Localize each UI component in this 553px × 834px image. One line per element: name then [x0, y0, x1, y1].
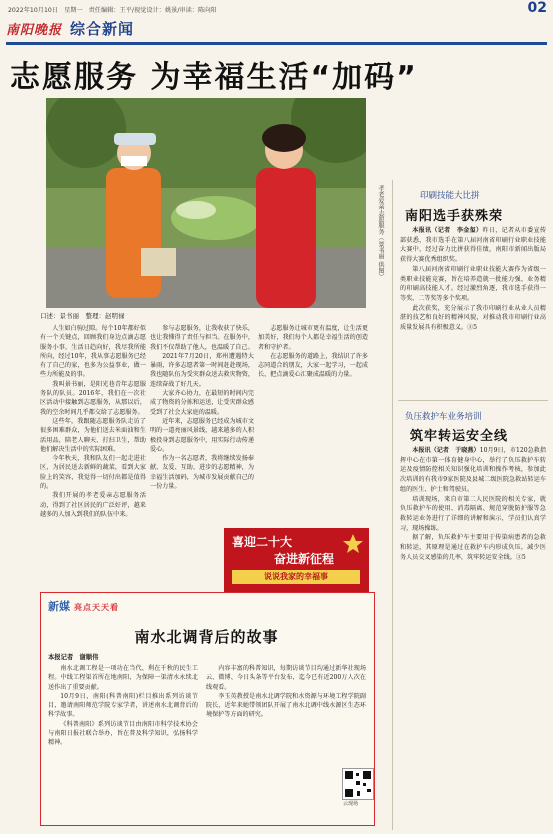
article-paragraph: 人生如白驹过隙。每个10年都好似有一个关键点，回顾我们身边点滴志愿服务小事，生活日趋向好，我尽我所能所向，经过10年，我从事志愿服务已经有了自己的家，也多为公益事业，做一些力所能及的事。	[40, 325, 146, 379]
article-paragraph: 在志愿服务的道路上，我结识了许多志同道合的朋友，大家一起学习，一起成长，把点滴爱心汇聚成温暖的力量。	[258, 352, 368, 379]
news-photo	[46, 98, 366, 308]
article-column-2	[150, 324, 254, 520]
article-paragraph: 参与志愿服务，让我收获了快乐，也让我懂得了责任与担当。在服务中，我们不仅帮助了他人，也温暖了自己。	[150, 325, 254, 351]
right1-title: 南阳选手获殊荣	[405, 209, 504, 224]
article-paragraph: 2021年7月20日，郑州遭遇特大暴雨，许多志愿者第一时间赶赴现场，我也随队伍为受灾群众送去救灾物资，连续奋战了好几天。	[150, 352, 254, 388]
article-column-1	[40, 324, 146, 586]
right-section-divider	[398, 400, 548, 401]
right2-paragraph: 据了解，负压救护车主要用于传染病患者的急救和转运，其原理是通过在救护车内形成负压，减少医务人员交叉感染的几率，筑牢转运安全线。③5	[400, 534, 546, 561]
article-paragraph: 作为一名志愿者，我将继续发扬奉献、友爱、互助、进步的志愿精神，为幸福生活加码，为城市发展贡献自己的一份力量。	[150, 455, 254, 491]
paper-logo: 南阳晚报	[6, 22, 63, 38]
article-paragraph: 志愿服务让城市更有温度，让生活更加美好，我们每个人都是幸福生活的创造者和守护者。	[258, 325, 368, 351]
right1-paragraph: 第八届河南省印刷行业职业技能大赛作为省级一类职业技能竞赛，旨在培养造就一批能力强、业务精的印刷高技能人才。经过激烈角逐，我市选手获得一等奖、二等奖等多个奖项。	[400, 265, 546, 302]
banner-line-2: 奋进新征程	[274, 552, 335, 566]
page-number: 02	[527, 0, 547, 16]
feature-paragraph: 《科普南阳》系列访谈节目由南阳市科学技术协会与南阳日报社联合举办，旨在普及科学知识，弘扬科学精神。	[48, 720, 198, 747]
article-paragraph: 这些年，我跟随志愿服务队走访了很多困难群众，为他们送去米面油和生活用品，陪老人聊天、打扫卫生，帮助他们解决生活中的实际困难。	[40, 417, 146, 453]
right1-paragraph: 此次获奖，充分展示了我市印刷行业从业人员精湛的技艺和良好的精神风貌，对推动我市印刷行业高质量发展具有积极意义。③5	[400, 304, 546, 332]
right2-body	[400, 446, 546, 830]
column-divider	[392, 180, 393, 830]
feature-tag	[48, 598, 119, 614]
right2-pretitle: 负压救护车业务培训	[405, 412, 482, 422]
banner-line-1: 喜迎二十大	[232, 535, 293, 549]
right2-title: 筑牢转运安全线	[410, 429, 509, 444]
right1-pretitle: 印刷技能大比拼	[420, 191, 480, 201]
article-paragraph: 近年来，志愿服务已经成为城市文明的一道亮丽风景线，越来越多的人积极投身到志愿服务中，用实际行动传递爱心。	[150, 417, 254, 453]
feature-paragraph: 10月9日，南阳(科普南阳)栏目推出系列访谈节目，邀请南阳师范学院专家学者，讲述南水北调背后的科学故事。	[48, 692, 198, 719]
right2-paragraph: 本报讯（记者 于晓燕）10月9日，市120急救指挥中心在市第一体育健身中心，举行了负压救护车转运及疫情防控相关知识强化培训和操作考核，参加此次培训的有我市9家医院及县城二级医院急救站转运车组的医生、护士和驾驶员。	[400, 447, 546, 493]
feature-paragraph: 李玉英教授是南水北调学院和水资源与环境工程学院副院长，近年来她带领团队开展了南水北调中线水源区生态环境保护等方面的研究。	[206, 692, 366, 719]
section-name: 综合新闻	[70, 19, 135, 38]
photo-vertical-caption: 孝老爱亲志愿服务（景书丽 供图）	[377, 185, 384, 280]
feature-column-2	[206, 664, 366, 764]
feature-paragraph: 内容丰富的科普知识，每期访谈节目均通过新华社现场云、微博、今日头条等平台发布，迄今已有近200万人次在线观看。	[206, 665, 366, 691]
issue-date: 2022年10月10日	[8, 6, 59, 14]
masthead	[6, 14, 547, 45]
feature-byline: 本报记者 谢顺伟	[48, 654, 99, 661]
celebration-banner	[224, 528, 369, 592]
article-paragraph: 我叫景书丽，是阳光巷青年志愿服务队的队员。2016年，我们在一次社区活动中接触到志愿服务，从那以后，我的空余时间几乎都交给了志愿服务。	[40, 380, 146, 416]
qr-label: 云现场	[343, 801, 359, 807]
feature-title: 南水北调背后的故事	[134, 628, 279, 646]
feature-tag-sub: 亮点天天看	[74, 603, 119, 612]
article-column-3	[258, 324, 368, 520]
feature-paragraph: 南水北调工程是一项功在当代、利在千秋的民生工程。中线工程渠首所在地南阳，为保障一渠清水永续北送作出了重要贡献。	[48, 665, 198, 691]
star-icon	[341, 532, 365, 556]
qr-code-icon	[343, 769, 373, 799]
right1-body	[400, 226, 546, 396]
main-headline: 志愿服务 为幸福生活“加码”	[10, 60, 418, 95]
editors-credit: 责任编辑：王平/视觉设计：姚景/审读：陈向阳	[88, 6, 217, 14]
article-paragraph: 大家齐心协力，在最短的时间内完成了物资的分拣和运送，让受灾群众感受到了社会大家庭的温暖。	[150, 390, 254, 416]
feature-column-1	[48, 664, 198, 818]
right1-paragraph: 本报讯（记者 李金玺）昨日，记者从市委宣传部获悉，我市选手在第八届河南省印刷行业职业技能大赛中，经过奋力比拼获得佳绩，南阳市新闻出版局获得大赛优秀组织奖。	[400, 227, 546, 264]
qr-code[interactable]	[342, 768, 374, 800]
issue-weekday: 星期一	[64, 6, 83, 14]
volunteer-photo-illustration	[46, 98, 366, 308]
right2-byline: 本报讯（记者 于晓燕）	[412, 447, 480, 454]
right1-byline: 本报讯（记者 李金玺）	[412, 227, 483, 234]
article-paragraph: 今年秋天，我和队友们一起走进社区，为居民送去新鲜的蔬菜，看到大家脸上的笑容，我觉得一切付出都是值得的。	[40, 455, 146, 491]
photo-caption: 口述：景书丽 整理：赵明禄	[40, 312, 125, 320]
right2-paragraph: 培训现场，来自市第二人民医院的相关专家，就负压救护车的使用、消毒隔离、规范穿脱防护服等急救转运业务进行了详细的讲解和演示，学员们认真学习，现场操练。	[400, 495, 546, 532]
banner-line-3: 说说我家的幸福事	[232, 570, 360, 584]
article-paragraph: 我们开展的孝老爱亲志愿服务活动，得到了社区居民的广泛好评，越来越多的人加入到我们的队伍中来。	[40, 492, 146, 518]
feature-tag-main: 新媒	[48, 600, 70, 613]
